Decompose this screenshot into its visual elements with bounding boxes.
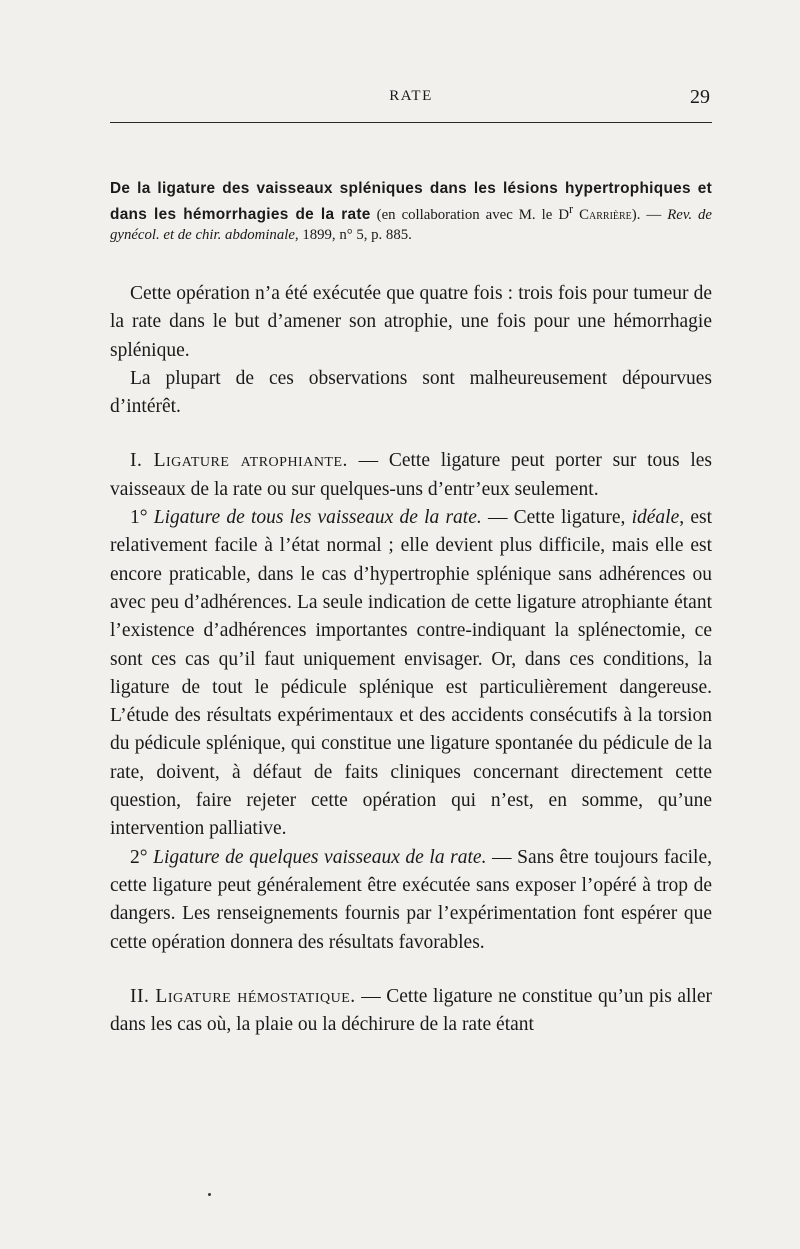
bibliographic-entry	[110, 179, 712, 245]
subsection-tous-vaisseaux	[110, 504, 712, 844]
subsection-2-number: 2°	[130, 846, 154, 868]
section-hemostatique-heading: II. Ligature hémostatique.	[130, 985, 356, 1007]
subsection-1-dash: — Cette ligature,	[481, 507, 632, 529]
entry-journal: Rev. de gynécol. et de chir. abdominale	[110, 206, 713, 243]
body-text	[110, 280, 712, 1039]
paragraph-intro: Cette opération n’a été exécutée que quatre fois : trois fois pour tumeur de la rate dans le but d’amener son atrophie, une fois pour une hémorrhagie splénique.	[110, 283, 712, 361]
page-number: 29	[690, 86, 710, 108]
subsection-quelques-vaisseaux	[110, 844, 712, 957]
entry-sep: ). —	[631, 206, 668, 223]
section-hemostatique	[110, 983, 712, 1040]
ink-speck	[208, 1193, 211, 1196]
entry-title: De la ligature des vaisseaux spléniques dans les lésions hypertrophiques et dans les hémorrhagies de la rate	[110, 180, 712, 223]
subsection-1-text: , est relativement facile à l’état normal ; elle devient plus difficile, mais elle est encore praticable, dans le cas d’hypertrophie splénique sans adhérences ou avec peu d’adhérences. La seule indication de cette ligature atrophiante étant l’existence d’adhérences importantes contre-indiquant la splénectomie, ce sont ces cas qu’il faut uniquement envisager. Or, dans ces conditions, la ligature de tout le pédicule splénique est particulièrement dangereuse. L’étude des résultats expérimentaux et des accidents consécutifs à la torsion du pédicule splénique, qui constitue une ligature spontanée du pédicule de la rate, doivent, à défaut de faits cliniques concernant directement cette question, faire rejeter cette opération qui n’est, en somme, qu’une intervention palliative.	[110, 507, 712, 840]
section-atrophiante-heading: I. Ligature atrophiante.	[130, 450, 348, 472]
paragraph-observations: La plupart de ces observations sont malheureusement dépourvues d’intérêt.	[110, 367, 712, 418]
section-hemostatique-text: — Cette ligature ne constitue qu’un pis aller dans les cas où, la plaie ou la déchirure de la rate étant	[110, 985, 713, 1036]
running-head	[110, 86, 712, 110]
subsection-1-title: Ligature de tous les vaisseaux de la rate.	[153, 507, 482, 529]
entry-collab-name: Carrière	[573, 206, 632, 223]
subsection-1-number: 1°	[130, 507, 154, 529]
subsection-1-ideale: idéale	[631, 507, 680, 529]
entry-ref: , 1899, n° 5, p. 885.	[294, 226, 412, 243]
entry-collab-prefix: (en collaboration avec M. le D	[370, 206, 570, 223]
header-rule	[110, 122, 712, 123]
running-head-title: RATE	[389, 88, 433, 104]
subsection-2-title: Ligature de quelques vaisseaux de la rate.	[153, 846, 487, 868]
entry-collab-sup: r	[569, 201, 574, 216]
section-atrophiante-text: — Cette ligature peut porter sur tous les vaisseaux de la rate ou sur quelques-uns d’entr’eux seulement.	[110, 450, 713, 500]
subsection-2-text: — Sans être toujours facile, cette ligature peut généralement être exécutée sans exposer l’opéré à trop de dangers. Les renseignements fournis par l’expérimentation font espérer que cette opération donnera des résultats favorables.	[110, 846, 712, 953]
section-atrophiante	[110, 447, 712, 504]
